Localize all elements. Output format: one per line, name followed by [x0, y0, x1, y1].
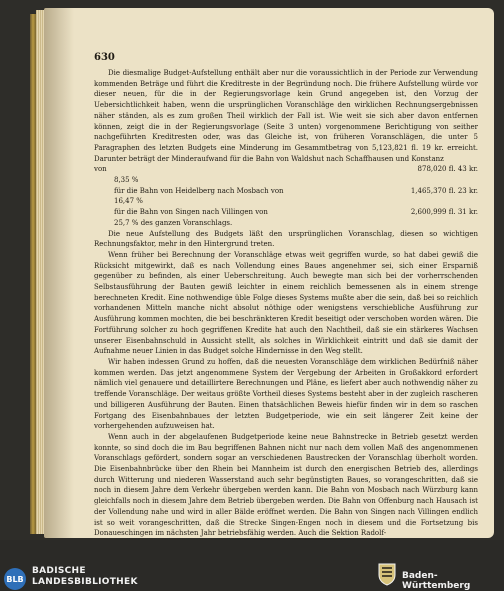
blb-logo[interactable]: BLB	[4, 568, 26, 590]
paragraph: Wenn früher bei Berechnung der Voranschläge etwas weit gegriffen wurde, so hat dabei gewiß die Rücksicht mitgewirkt, daß es nach Vollendung eines Baues angenehmer sei, sich einer Ersparniß gegenüber zu befinden, als einer Ueberschreitung. Auch bewegte man sich bei der vorherrschenden Selbstausführung der Bauten gewiß leichter in einem reichlich bemessenen als in einem strenge berechneten Kredit. Eine nothwendige üble Folge dieses Systems mußte aber die sein, daß bei so reichlich vorhandenen Mitteln manche nicht absolut nöthige oder wenigstens verschiebliche Ausführung zur Ausführung kommen mochten, die bei beschränkteren Kredit beseitigt oder verschoben worden wären. Die Fortführung solcher zu hoch gegriffenen Kredite hat auch den Nachtheil, daß sie ein stärkeres Wachsen unserer Eisenbahnschuld in Aussicht stellt, als solches in Wirklichkeit eintritt und daß sie damit der Aufnahme neuer Linien in das Budget solche Hindernisse in den Weg stellt.	[94, 250, 478, 356]
line-item-label: für die Bahn von Heidelberg nach Mosbach von	[114, 186, 284, 195]
blb-name[interactable]	[32, 566, 138, 588]
page-number: 630	[94, 52, 115, 63]
line-item-amount: 1,465,370 fl. 23 kr.	[410, 186, 478, 195]
paragraph: Wir haben indessen Grund zu hoffen, daß die neuesten Voranschläge dem wirklichen Bedürfniß näher kommen werden. Das jetzt angenommene System der Vergebung der Arbeiten in Großakkord erfordert nämlich viel genauere und detaillirtere Berechnungen und Pläne, es liefert aber auch nothwendig näher zu treffende Voranschläge. Der weitaus größte Vortheil dieses Systems besteht aber in der zugleich rascheren und billigeren Ausführung der Bauten. Einen thatsächlichen Beweis hiefür finden wir in dem so raschen Fortgang des Eisenbahnbaues der letzten Budgetperiode, wie ein seit längerer Zeit keine der vorhergehenden aufzuweisen hat.	[94, 357, 478, 431]
line-item	[94, 164, 478, 175]
line-item-label: von	[94, 165, 107, 174]
bw-name[interactable]: Baden-Württemberg	[402, 571, 471, 591]
line-item-percent: 8,35 %	[114, 176, 139, 185]
paragraph: Die neue Aufstellung des Budgets läßt den ursprünglichen Voranschlag, diesen so wichtigen Rechnungsfaktor, mehr in den Hintergrund treten.	[94, 229, 478, 249]
coat-of-arms-icon	[378, 562, 396, 586]
paragraph: Wenn auch in der abgelaufenen Budgetperiode keine neue Bahnstrecke in Betrieb gesetzt werden konnte, so sind doch die im Bau begriffenen Bahnen nicht nur nach dem vollen Maß des angenommenen Voranschlags gefördert, sondern sogar an verschiedenen Baustrecken der Voranschlag überholt worden. Die Eisenbahnbrücke über den Rhein bei Mannheim ist durch den energischen Betrieb des, allerdings durch Witterung und niederen Wasserstand auch sehr begünstigten Baues, so vorangeschritten, daß sie noch in diesem Jahre dem Verkehr übergeben werden kann. Die Bahn von Mosbach nach Würzburg kann gleichfalls noch in diesem Jahre dem Betrieb übergeben werden. Die Bahn von Offenburg nach Hausach ist der Vollendung nahe und wird in aller Bälde eröffnet werden. Die Bahn von Singen nach Villingen endlich ist so weit vorangeschritten, daß die Strecke Singen-Engen noch in diesem und die Fortsetzung bis Donaueschingen im nächsten Jahr betriebsfähig werden. Auch die Sektion Radolf-	[94, 432, 478, 538]
line-item	[94, 207, 478, 218]
line-item-percent: 25,7 % des ganzen Voranschlags.	[114, 218, 233, 227]
blb-name-line1: BADISCHE	[32, 566, 86, 576]
paragraph: Die diesmalige Budget-Aufstellung enthält aber nur die voraussichtlich in der Periode zur Verwendung kommenden Beträge und führt die Kreditreste in der Begründung noch. Die frühere Aufstellung würde vor dieser neuen, für die in der Regierungsvorlage kein Grund angegeben ist, den Vorzug der Uebersichtlichkeit haben, wenn die ursprünglichen Voranschläge den wirklichen Rechnungsergebnissen näher ständen, als es zum großen Theil wirklich der Fall ist. Wie weit sie sich aber davon entfernen können, zeigt die in der Regierungsvorlage (Seite 3 unten) vorgenommene Berichtigung von seither nachgeführten Kreditresten oder, was das Gleiche ist, von früheren Voranschlägen, die unter 5 Paragraphen des letzten Budgets eine Minderung im Gesammtbetrag von 5,123,821 fl. 19 kr. erreicht. Darunter beträgt der Minderaufwand für die Bahn von Waldshut nach Schaffhausen und Konstanz	[94, 69, 478, 163]
page-text	[94, 52, 478, 539]
gutter-shadow	[44, 8, 74, 538]
line-item-amount: 2,600,999 fl. 31 kr.	[410, 208, 478, 217]
line-item	[94, 186, 478, 197]
line-item-label: für die Bahn von Singen nach Villingen von	[114, 208, 268, 217]
blb-name-line2: LANDESBIBLIOTHEK	[32, 577, 138, 587]
line-item-amount: 878,020 fl. 43 kr.	[417, 165, 478, 174]
line-item-percent: 16,47 %	[114, 197, 143, 206]
